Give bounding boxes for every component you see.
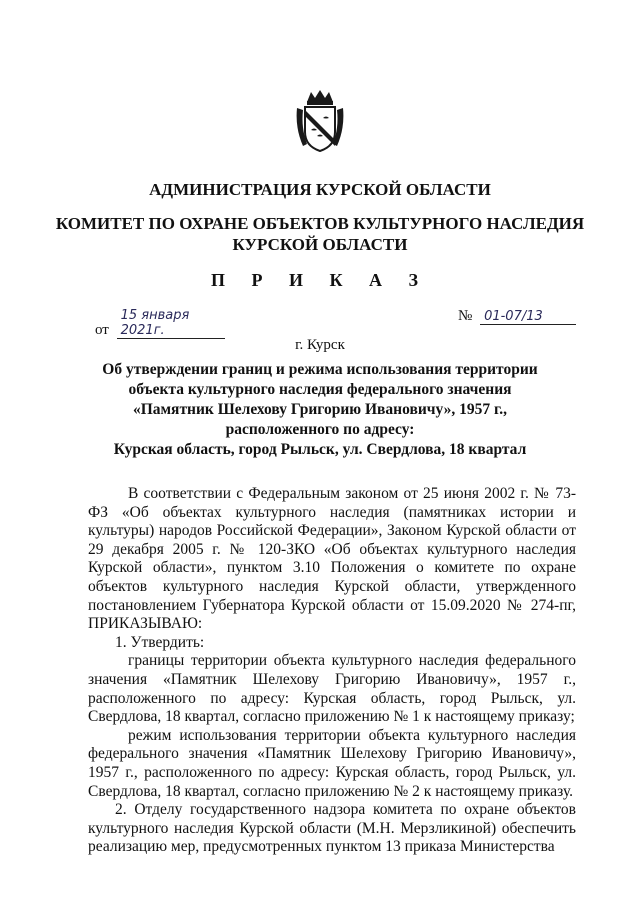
title-line-4: расположенного по адресу: [225, 421, 415, 438]
item-2: 2. Отделу государственного надзора комитета по охране объектов культурного наследия Курской области (М.Н. Мерзликиной) обеспечить реализацию мер, предусмотренных пунктом 13 приказа Министерства [88, 801, 576, 856]
intro-paragraph: В соответствии с Федеральным законом от 25 июня 2002 г. № 73-ФЗ «Об объектах культурного наследия (памятниках истории и культуры) народов Российской Федерации», Законом Курской области от 29 декабря 2005 г. № 120-ЗКО «Об объектах культурного наследия Курской области», пунктом 3.10 Положения о комитете по охране объектов культурного наследия Курской области, утвержденного постановлением Губернатора Курской области от 15.09.2020 № 274-пг, ПРИКАЗЫВАЮ: [88, 485, 576, 633]
title-line-5: Курская область, город Рыльск, ул. Свердлова, 18 квартал [113, 441, 527, 458]
item-1-boundaries: границы территории объекта культурного наследия федерального значения «Памятник Шелехову Григорию Ивановичу», 1957 г., расположенного по адресу: Курская область, город Рыльск, ул. Свердлова, 18 квартал, согласно приложению № 1 к настоящему приказу; [88, 652, 576, 726]
item-1: 1. Утвердить: [115, 633, 205, 651]
number-line [458, 308, 576, 325]
date-line [95, 308, 225, 339]
handwritten-date: 15 января 2021г. [117, 308, 225, 339]
administration-heading: АДМИНИСТРАЦИЯ КУРСКОЙ ОБЛАСТИ [149, 180, 491, 199]
title-line-3: «Памятник Шелехову Григорию Ивановичу», 1957 г., [132, 401, 508, 418]
item-1-regime: режим использования территории объекта культурного наследия федерального значения «Памятник Шелехову Григорию Ивановичу», 1957 г., расположенного по адресу: Курская область, город Рыльск, ул. Свердлова, 18 квартал, согласно приложению № 2 к настоящему приказу. [88, 726, 576, 800]
document-type: П Р И К А З [210, 270, 430, 290]
committee-heading-line2: КУРСКОЙ ОБЛАСТИ [232, 235, 408, 254]
date-prefix: от [95, 322, 109, 338]
handwritten-number: 01-07/13 [480, 309, 576, 325]
title-line-2: объекта культурного наследия федерального значения [128, 381, 512, 398]
number-prefix: № [458, 308, 473, 324]
order-title [100, 360, 540, 460]
title-line-1: Об утверждении границ и режима использования территории [102, 361, 538, 378]
city-line: г. Курск [295, 337, 345, 353]
order-body [88, 485, 576, 857]
committee-heading-line1: КОМИТЕТ ПО ОХРАНЕ ОБЪЕКТОВ КУЛЬТУРНОГО НАСЛЕДИЯ [55, 214, 585, 233]
coat-of-arms-icon [293, 88, 347, 154]
